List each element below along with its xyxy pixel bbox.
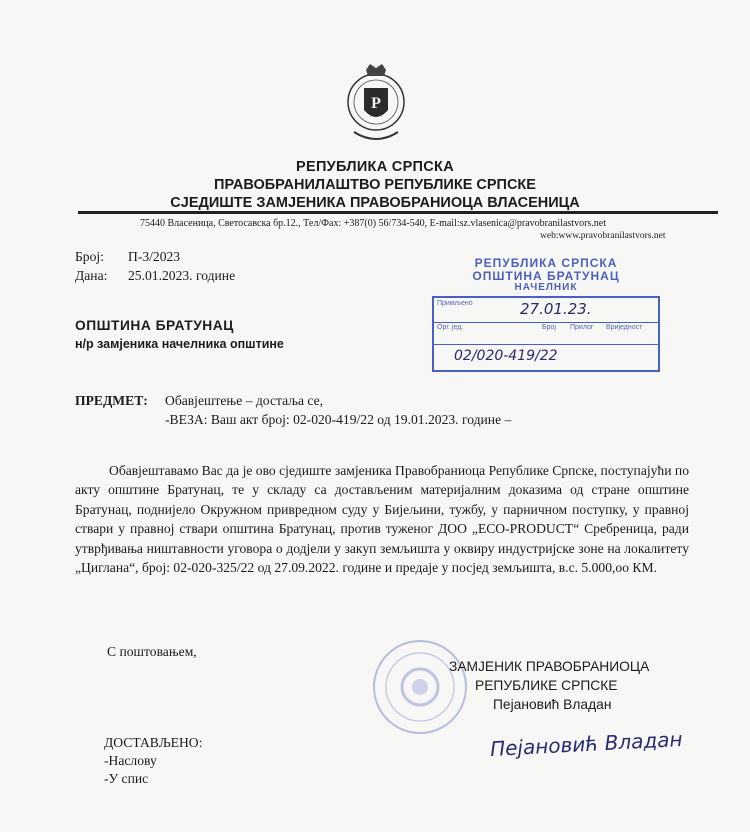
delivered-label: ДОСТАВЉЕНО: [104, 735, 203, 750]
letter-body [75, 461, 689, 577]
signer-title-2: РЕПУБЛИКЕ СРПСКЕ [475, 678, 618, 693]
header-divider [78, 211, 718, 214]
reference-label: Број: [75, 249, 104, 264]
date-value: 25.01.2023. године [128, 268, 236, 283]
delivered-item-2: -У спис [104, 771, 149, 786]
reference-number: П-3/2023 [128, 249, 181, 264]
header-address: 75440 Власеница, Светосавска бр.12., Тел/Фах: +387(0) 56/734-540, E-mail:sz.vlasenica@pravobranilastvors.net [140, 218, 607, 229]
coat-of-arms-icon [344, 62, 408, 152]
stamp-line-3: НАЧЕЛНИК [514, 282, 578, 293]
official-seal-icon [370, 632, 470, 742]
signer-title-1: ЗАМЈЕНИК ПРАВОБРАНИОЦА [449, 659, 650, 674]
header-country: РЕПУБЛИКА СРПСКА [296, 159, 454, 175]
signature-text: Пејановић Владан [489, 726, 684, 762]
stamp-label-org: Орг. јед. [437, 324, 464, 331]
svg-text:P: P [371, 95, 381, 112]
date-label: Дана: [75, 268, 108, 283]
stamp-handwritten-date: 27.01.23. [520, 300, 592, 318]
header-website: web:www.pravobranilastvors.net [540, 231, 666, 241]
subject-reference: -ВЕЗА: Ваш акт број: 02-020-419/22 од 19.01.2023. године – [165, 412, 512, 427]
stamp-box [432, 296, 660, 372]
subject-text: Обавјештење – достаља се, [165, 393, 324, 408]
stamp-label-number: Број [542, 324, 556, 331]
header-office: СЈЕДИШТЕ ЗАМЈЕНИКА ПРАВОБРАНИОЦА ВЛАСЕНИЦА [170, 195, 580, 211]
subject-label: ПРЕДМЕТ: [75, 393, 148, 408]
delivered-item-1: -Наслову [104, 753, 157, 768]
stamp-line-1: РЕПУБЛИКА СРПСКА [474, 256, 618, 270]
handwritten-signature [486, 724, 684, 770]
stamp-label-attachment: Прилог [570, 324, 594, 331]
stamp-handwritten-number: 02/020-419/22 [454, 348, 558, 364]
received-stamp [432, 256, 660, 372]
stamp-label-value: Вриједност [606, 324, 643, 331]
stamp-label-received: Примљено [437, 300, 473, 307]
closing-greeting: С поштовањем, [107, 644, 197, 659]
header-institution: ПРАВОБРАНИЛАШТВО РЕПУБЛИКЕ СРПСКЕ [214, 177, 536, 193]
recipient-name: ОПШТИНА БРАТУНАЦ [75, 318, 234, 333]
body-paragraph: Обавјештавамо Вас да је ово сједиште замјеника Правобраниоца Републике Српске, поступајући по акту општине Братунац, те у складу са достављеним материјалним доказима од стране општине Братунац, поднијело Окружном привредном суду у Бијељини, тужбу, у парничном поступку, у правној ствари у правној ствари општина Братунац, против туженог ДОО „ECO-PRODUCT“ Сребреница, ради утврђивања ништавности уговора о додјели у закуп земљишта у оквиру индустријске зоне на локалитету „Циглана“, број: 02-020-325/22 од 27.09.2022. године и предаје у посјед земљишта, в.с. 5.000,оо КМ. [75, 463, 689, 576]
recipient-attention: н/р замјеника начелника општине [75, 337, 284, 351]
signer-name: Пејановић Владан [493, 697, 612, 712]
stamp-line-2: ОПШТИНА БРАТУНАЦ [472, 269, 620, 283]
